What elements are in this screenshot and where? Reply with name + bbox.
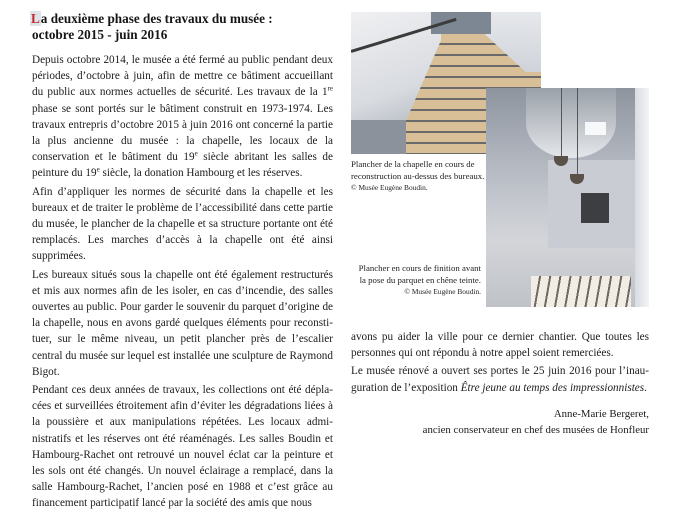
paragraph-2: Afin d’appliquer les normes de sécurité dans la chapelle et les bureaux et de traiter le problème de l’accessibilité dans cette partie du musée, le plancher de la chapelle et sa structure portante ont été remplacés. Les marches d’accès à la chapelle ont été ainsi supprimées. xyxy=(32,185,333,263)
p1-sup2: e xyxy=(194,149,198,158)
photo-chandelier-wire-2 xyxy=(577,88,578,174)
photo-window xyxy=(585,122,606,135)
caption-2-text: Plancher en cours de finition avant la pose du parquet en chêne teinte. xyxy=(358,263,481,285)
p1-text-b: phase se sont portés sur le bâtiment construit en 1973-1974. Les travaux entrepris d’octobre 2015 à juin 2016 ont concerné la partie la plus ancienne du musée : la chapelle, les locaux de la conservation et le bâtiment du 19 xyxy=(32,102,333,164)
p1-sup3: e xyxy=(96,165,100,174)
photo-planks xyxy=(531,276,631,307)
p1-text-c: siècle abritant les salles de peinture du 19 xyxy=(32,151,333,180)
p5-text-b: . xyxy=(644,381,647,394)
title-dropcap: L xyxy=(31,11,40,26)
p1-sup: re xyxy=(327,84,333,93)
title-line1: a deuxième phase des travaux du musée : xyxy=(40,11,273,26)
caption-1-text: Plancher de la chapelle en cours de reconstruction au-dessus des bureaux. xyxy=(351,159,485,181)
paragraph-3: Les bureaux situés sous la chapelle ont été également restructurés et mis aux normes afin de les isoler, en cas d’incendie, des salles ouvertes au public. Pour garder le souvenir du parquet d’origine de la chapelle, nous en avons gardé quelques éléments pour reconstituer, sur le même niveau, un petit plancher près de l’escalier central du musée sur lequel est installée une sculpture de Raymond Bigot. xyxy=(32,268,333,378)
paragraph-4: Pendant ces deux années de travaux, les collections ont été déplacées et surveillées étroitement afin d’éviter les dégradations liées à la poussière et aux manipulations répétées. Les locaux administratifs et les réserves ont été réaménagés. Les salles Boudin et Hambourg-Rachet ont retrouvé un nouvel éclat car la peinture et les sols ont été changés. Un nouvel éclairage a remplacé, dans la salle Hambourg-Rachet, l’ancien posé en 1988 et c’est grâce au financement participatif lancé par la société des amis que nous xyxy=(32,384,333,510)
photo-floor-finishing xyxy=(486,88,649,307)
title-line2: octobre 2015 - juin 2016 xyxy=(32,27,168,42)
author-name: Anne-Marie Bergeret, xyxy=(553,407,649,420)
article-left-column xyxy=(32,11,333,514)
figure-caption-1 xyxy=(351,159,486,193)
caption-2-credit: © Musée Eugène Boudin. xyxy=(404,287,481,296)
caption-1-credit: © Musée Eugène Boudin. xyxy=(351,183,428,192)
author-role: ancien conservateur en chef des musées de Honfleur xyxy=(422,423,649,436)
p1-text-d: siècle, la donation Hambourg et les réserves. xyxy=(99,167,303,180)
photo-chandelier-wire xyxy=(561,88,562,156)
photo-floor xyxy=(351,120,406,154)
paragraph-5 xyxy=(351,363,649,395)
photo-right-wall xyxy=(635,88,649,307)
signature xyxy=(351,406,649,438)
figure-caption-2 xyxy=(355,263,481,297)
p5-text-a: Le musée rénové a ouvert ses portes le 25 juin 2016 pour l’inauguration de l’exposition xyxy=(351,365,649,394)
exhibition-title: Être jeune au temps des impressionnistes xyxy=(460,381,645,394)
article-title xyxy=(32,11,333,43)
p1-text-a: Depuis octobre 2014, le musée a été fermé au public pendant deux périodes, d’octobre à juin, afin de mettre ce bâtiment accueillant du public aux normes actuelles de sécurité. Les travaux de la 1 xyxy=(32,54,333,99)
paragraph-1 xyxy=(32,52,333,182)
paragraph-4-continued: avons pu aider la ville pour ce dernier chantier. Que toutes les personnes qui ont répondu à notre appel soient remerciées. xyxy=(351,331,649,360)
article-right-column xyxy=(351,329,649,438)
photo-door xyxy=(581,193,609,223)
